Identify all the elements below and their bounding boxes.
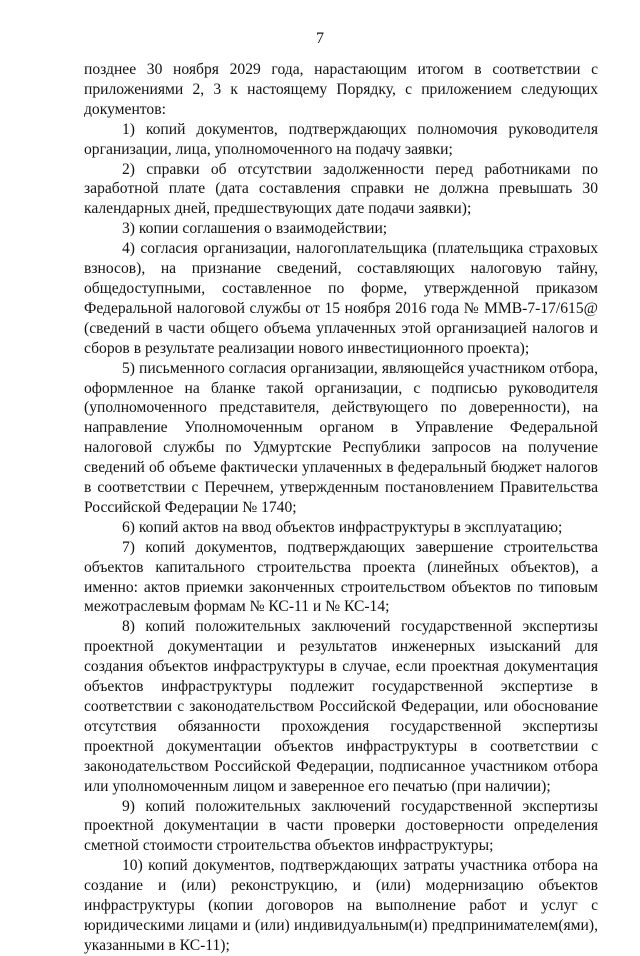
list-item-1: 1) копий документов, подтверждающих полномочия руководителя организации, лица, уполномоченного на подачу заявки; (84, 120, 598, 158)
list-item-8: 8) копий положительных заключений государственной экспертизы проектной документации и результатов инженерных изысканий для создания объектов инфраструктуры в случае, если проектная документация объектов инфраструктуры подлежит государственной экспертизе в соответствии с законодательством Российской Федерации, или обоснование отсутствия обязанности прохождения государственной экспертизы проектной документации объектов инфраструктуры в соответствии с законодательством Российской Федерации, подписанное участником отбора или уполномоченным лицом и заверенное его печатью (при наличии); (84, 618, 598, 795)
list-item-2: 2) справки об отсутствии задолженности перед работниками по заработной плате (дата составления справки не должна превышать 30 календарных дней, предшествующих дате подачи заявки); (84, 160, 598, 218)
list-item-3: 3) копии соглашения о взаимодействии; (122, 220, 388, 238)
document-body (84, 60, 598, 956)
list-item-6: 6) копий актов на ввод объектов инфраструктуры в эксплуатацию; (122, 518, 563, 536)
list-item-10: 10) копий документов, подтверждающих затраты участника отбора на создание и (или) реконструкцию, и (или) модернизацию объектов инфраструктуры (копии договоров на выполнение работ и услуг с юридическими лицами и (или) индивидуальным(и) предпринимателем(ями), указанными в КС-11); (84, 857, 598, 954)
page-number: 7 (316, 30, 324, 47)
paragraph-intro: позднее 30 ноября 2029 года, нарастающим итогом в соответствии с приложениями 2, 3 к настоящему Порядку, с приложением следующих документов: (84, 61, 598, 118)
list-item-4: 4) согласия организации, налогоплательщика (плательщика страховых взносов), на признание сведений, составляющих налоговую тайну, общедоступными, составленное по форме, утвержденной приказом Федеральной налоговой службы от 15 ноября 2016 года № ММВ-7-17/615@ (сведений в части общего объема уплаченных этой организацией налогов и сборов в результате реализации нового инвестиционного проекта); (84, 240, 598, 357)
list-item-7: 7) копий документов, подтверждающих завершение строительства объектов капитального строительства проекта (линейных объектов), а именно: актов приемки законченных строительством объектов по типовым межотраслевым формам № КС-11 и № КС-14; (84, 538, 598, 616)
list-item-5: 5) письменного согласия организации, являющейся участником отбора, оформленное на бланке такой организации, с подписью руководителя (уполномоченного представителя, действующего по доверенности), на направление Уполномоченным органом в Управление Федеральной налоговой службы по Удмуртские Республики запросов на получение сведений об объеме фактически уплаченных в федеральный бюджет налогов в соответствии с Перечнем, утвержденным постановлением Правительства Российской Федерации № 1740; (84, 359, 598, 516)
list-item-9: 9) копий положительных заключений государственной экспертизы проектной документации в части проверки достоверности определения сметной стоимости строительства объектов инфраструктуры; (84, 797, 598, 855)
